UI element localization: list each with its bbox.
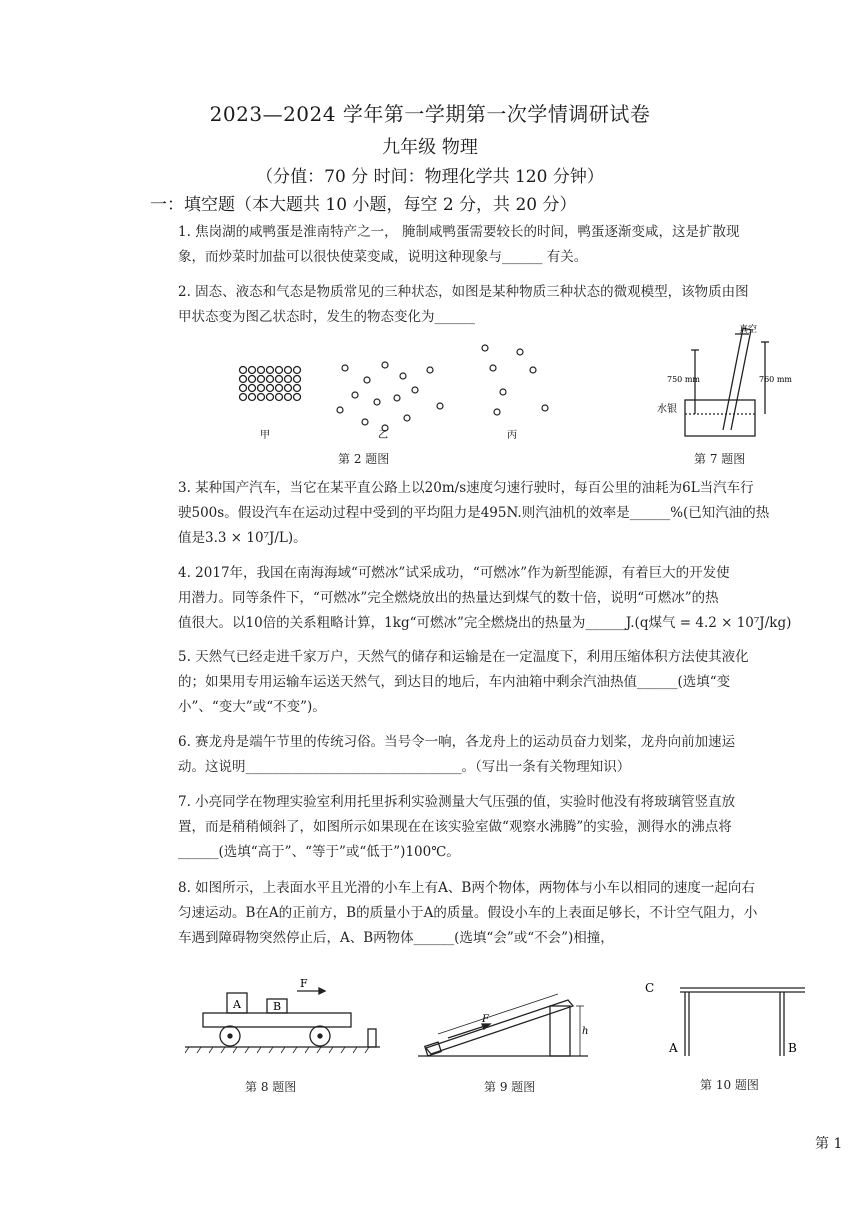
solid-particle bbox=[276, 367, 283, 374]
question-line: 匀速运动。B在A的正前方，B的质量小于A的质量。假设小车的上表面足够长，不计空气阻力，小 bbox=[178, 905, 758, 921]
ramp-board bbox=[426, 1000, 573, 1054]
question-line: 车遇到障碍物突然停止后，A、B两物体______(选填“会”或“不会”)相撞， bbox=[178, 930, 614, 946]
solid-particle bbox=[267, 376, 274, 383]
question-line: 6. 赛龙舟是端午节里的传统习俗。当号令一响，各龙舟上的运动员奋力划桨，龙舟向前加速运 bbox=[178, 734, 736, 750]
solid-particle bbox=[285, 394, 292, 401]
question-line: 2. 固态、液态和气态是物质常见的三种状态，如图是某种物质三种状态的微观模型，该物质由图 bbox=[178, 284, 749, 300]
support-block bbox=[550, 1006, 570, 1056]
label-b: B bbox=[788, 1041, 797, 1055]
solid-particle bbox=[249, 394, 256, 401]
label-bing: 丙 bbox=[507, 430, 517, 441]
page-number: 第 1 bbox=[815, 1136, 843, 1152]
question-line: 值是3.3 × 10⁷J/L)。 bbox=[178, 530, 307, 546]
figure-8-cart-diagram bbox=[185, 977, 385, 1065]
question-1 bbox=[178, 220, 838, 270]
question-5 bbox=[178, 645, 838, 720]
question-line: 8. 如图所示，上表面水平且光滑的小车上有A、B两个物体，两物体与小车以相同的速度一起向右 bbox=[178, 880, 755, 896]
label-yi: 乙 bbox=[378, 430, 388, 441]
solid-particle bbox=[285, 367, 292, 374]
label-a: A bbox=[233, 998, 241, 1011]
question-line: 驶500s。假设汽车在运动过程中受到的平均阻力是495N.则汽油机的效率是______%(已知汽油的热 bbox=[178, 505, 770, 521]
solid-particle bbox=[258, 376, 265, 383]
question-6 bbox=[178, 730, 838, 780]
figure-8-caption: 第 8 题图 bbox=[245, 1080, 297, 1094]
label-height-h: h bbox=[582, 1026, 589, 1037]
label-750mm: 750 mm bbox=[667, 375, 700, 384]
question-line: 5. 天然气已经走进千家万户，天然气的储存和运输是在一定温度下，利用压缩体积方法使其液化 bbox=[178, 649, 749, 665]
solid-particle bbox=[240, 394, 247, 401]
question-8 bbox=[178, 876, 838, 951]
figure-7-caption: 第 7 题图 bbox=[694, 452, 746, 466]
cart-body bbox=[203, 1013, 351, 1027]
question-line: 小”、“变大”或“不变”)。 bbox=[178, 699, 326, 715]
solid-particle bbox=[267, 367, 274, 374]
figure-9-caption: 第 9 题图 bbox=[484, 1080, 536, 1094]
figure-7-torricelli-apparatus bbox=[655, 320, 795, 450]
label-vacuum: 真空 bbox=[739, 325, 758, 335]
figure-10-frame-diagram bbox=[645, 980, 815, 1060]
figure-2-molecule-models bbox=[235, 340, 575, 450]
solid-particle bbox=[294, 367, 301, 374]
section-title: 一：填空题（本大题共 10 小题，每空 2 分，共 20 分） bbox=[150, 195, 577, 215]
solid-particle bbox=[249, 367, 256, 374]
solid-particle bbox=[276, 376, 283, 383]
solid-particle bbox=[285, 385, 292, 392]
solid-particle bbox=[258, 385, 265, 392]
solid-particle bbox=[285, 376, 292, 383]
tilted-glass-tube bbox=[723, 328, 751, 430]
obstacle bbox=[368, 1029, 376, 1047]
question-4 bbox=[178, 561, 838, 636]
solid-particle bbox=[249, 376, 256, 383]
label-760mm: 760 mm bbox=[759, 375, 792, 384]
solid-particle bbox=[294, 385, 301, 392]
label-jia: 甲 bbox=[260, 430, 270, 441]
label-f: F bbox=[300, 977, 308, 990]
question-line: ______(选填“高于”、“等于”或“低于”)100℃。 bbox=[178, 844, 460, 860]
label-c: C bbox=[645, 981, 655, 995]
solid-particle bbox=[258, 367, 265, 374]
question-line: 动。这说明________________________________。（写出一条有关物理知识） bbox=[178, 759, 631, 775]
question-line: 置，而是稍稍倾斜了，如图所示如果现在在该实验室做“观察水沸腾”的实验，测得水的沸点将 bbox=[178, 819, 732, 835]
grade-subject: 九年级 物理 bbox=[382, 137, 478, 158]
solid-particle bbox=[267, 394, 274, 401]
solid-particle bbox=[240, 385, 247, 392]
solid-particle bbox=[276, 385, 283, 392]
label-a: A bbox=[669, 1041, 678, 1055]
solid-particle bbox=[276, 394, 283, 401]
gas-state-model bbox=[482, 345, 548, 415]
question-line: 值很大。以10倍的关系粗略计算，1kg“可燃冰”完全燃烧出的热量为______J.(q煤气 = 4.2 × 10⁷J/kg) bbox=[178, 615, 792, 631]
exam-title: 2023—2024 学年第一学期第一次学情调研试卷 bbox=[209, 102, 651, 126]
figure-10-caption: 第 10 题图 bbox=[700, 1078, 759, 1092]
liquid-state-model bbox=[337, 362, 443, 431]
solid-particle bbox=[249, 385, 256, 392]
solid-state-model bbox=[240, 367, 301, 401]
question-3 bbox=[178, 476, 838, 551]
question-7 bbox=[178, 790, 838, 865]
solid-particle bbox=[258, 394, 265, 401]
figure-2-caption: 第 2 题图 bbox=[338, 452, 390, 466]
question-line: 的；如果用专用运输车运送天然气，到达目的地后，车内油箱中剩余汽油热值______(选填“变 bbox=[178, 674, 731, 690]
question-line: 用潜力。同等条件下，“可燃冰”完全燃烧放出的热量达到煤气的数十倍，说明“可燃冰”的热 bbox=[178, 590, 719, 606]
question-line: 4. 2017年，我国在南海海域“可燃冰”试采成功，“可燃冰”作为新型能源，有着巨大的开发使 bbox=[178, 565, 730, 581]
figure-9-inclined-plane bbox=[418, 982, 593, 1062]
exam-info: （分值：70 分 时间：物理化学共 120 分钟） bbox=[256, 167, 604, 187]
question-line: 3. 某种国产汽车，当它在某平直公路上以20m/s速度匀速行驶时，每百公里的油耗为6L当汽车行 bbox=[178, 480, 754, 496]
solid-particle bbox=[294, 376, 301, 383]
solid-particle bbox=[240, 376, 247, 383]
solid-particle bbox=[294, 394, 301, 401]
question-line: 甲状态变为图乙状态时，发生的物态变化为______ bbox=[178, 309, 475, 325]
solid-particle bbox=[267, 385, 274, 392]
solid-particle bbox=[240, 367, 247, 374]
label-b: B bbox=[273, 1000, 282, 1013]
question-line: 1. 焦岗湖的咸鸭蛋是淮南特产之一， 腌制咸鸭蛋需要较长的时间，鸭蛋逐渐变咸，这是扩散现 bbox=[178, 224, 740, 240]
question-line: 象，而炒菜时加盐可以很快使菜变咸，说明这种现象与______ 有关。 bbox=[178, 249, 588, 265]
label-force-f: F bbox=[482, 1014, 489, 1025]
question-line: 7. 小亮同学在物理实验室利用托里拆利实验测量大气压强的值，实验时他没有将玻璃管竖直放 bbox=[178, 794, 736, 810]
label-mercury: 水银 bbox=[657, 404, 677, 415]
